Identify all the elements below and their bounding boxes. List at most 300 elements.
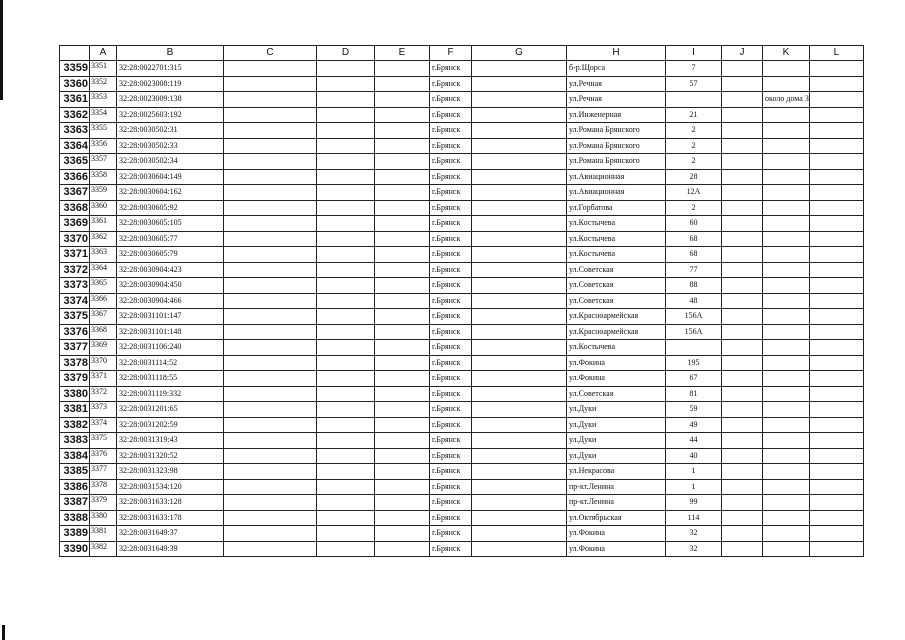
- cell-i[interactable]: 88: [666, 278, 722, 294]
- cell-g[interactable]: [472, 154, 567, 170]
- cell-l[interactable]: [809, 526, 863, 542]
- cell-b[interactable]: 32:28:0025603:192: [117, 107, 224, 123]
- cell-f[interactable]: г.Брянск: [430, 371, 472, 387]
- cell-j[interactable]: [722, 154, 763, 170]
- cell-c[interactable]: [224, 185, 317, 201]
- cell-j[interactable]: [722, 541, 763, 557]
- cell-a[interactable]: 3379: [90, 495, 117, 511]
- cell-g[interactable]: [472, 61, 567, 77]
- column-header-k[interactable]: K: [763, 46, 810, 61]
- cell-d[interactable]: [317, 138, 375, 154]
- cell-c[interactable]: [224, 464, 317, 480]
- cell-f[interactable]: г.Брянск: [430, 340, 472, 356]
- cell-e[interactable]: [375, 510, 430, 526]
- cell-f[interactable]: г.Брянск: [430, 169, 472, 185]
- cell-e[interactable]: [375, 169, 430, 185]
- cell-f[interactable]: г.Брянск: [430, 200, 472, 216]
- cell-e[interactable]: [375, 123, 430, 139]
- cell-d[interactable]: [317, 309, 375, 325]
- cell-e[interactable]: [375, 185, 430, 201]
- cell-g[interactable]: [472, 107, 567, 123]
- cell-k[interactable]: [763, 433, 810, 449]
- cell-l[interactable]: [809, 169, 863, 185]
- cell-c[interactable]: [224, 123, 317, 139]
- cell-i[interactable]: 40: [666, 448, 722, 464]
- cell-k[interactable]: [763, 386, 810, 402]
- cell-g[interactable]: [472, 495, 567, 511]
- cell-l[interactable]: [809, 185, 863, 201]
- cell-f[interactable]: г.Брянск: [430, 309, 472, 325]
- cell-i[interactable]: 48: [666, 293, 722, 309]
- cell-d[interactable]: [317, 371, 375, 387]
- cell-e[interactable]: [375, 154, 430, 170]
- cell-i[interactable]: 114: [666, 510, 722, 526]
- cell-d[interactable]: [317, 231, 375, 247]
- cell-k[interactable]: [763, 340, 810, 356]
- cell-d[interactable]: [317, 324, 375, 340]
- row-number[interactable]: 3372: [60, 262, 90, 278]
- cell-j[interactable]: [722, 169, 763, 185]
- cell-d[interactable]: [317, 479, 375, 495]
- cell-c[interactable]: [224, 169, 317, 185]
- cell-h[interactable]: ул.Дуки: [567, 433, 666, 449]
- cell-j[interactable]: [722, 293, 763, 309]
- cell-k[interactable]: [763, 448, 810, 464]
- cell-l[interactable]: [809, 386, 863, 402]
- cell-c[interactable]: [224, 402, 317, 418]
- cell-i[interactable]: 1: [666, 479, 722, 495]
- cell-c[interactable]: [224, 495, 317, 511]
- cell-i[interactable]: 68: [666, 231, 722, 247]
- cell-d[interactable]: [317, 495, 375, 511]
- cell-c[interactable]: [224, 200, 317, 216]
- cell-e[interactable]: [375, 293, 430, 309]
- cell-h[interactable]: ул.Костычева: [567, 216, 666, 232]
- cell-j[interactable]: [722, 262, 763, 278]
- cell-a[interactable]: 3374: [90, 417, 117, 433]
- cell-e[interactable]: [375, 138, 430, 154]
- cell-e[interactable]: [375, 231, 430, 247]
- cell-h[interactable]: ул.Фокина: [567, 541, 666, 557]
- cell-d[interactable]: [317, 448, 375, 464]
- cell-h[interactable]: ул.Советская: [567, 262, 666, 278]
- cell-j[interactable]: [722, 510, 763, 526]
- cell-e[interactable]: [375, 92, 430, 108]
- cell-a[interactable]: 3369: [90, 340, 117, 356]
- cell-a[interactable]: 3375: [90, 433, 117, 449]
- cell-c[interactable]: [224, 526, 317, 542]
- cell-l[interactable]: [809, 479, 863, 495]
- cell-f[interactable]: г.Брянск: [430, 433, 472, 449]
- cell-i[interactable]: 2: [666, 138, 722, 154]
- cell-e[interactable]: [375, 402, 430, 418]
- cell-b[interactable]: 32:28:0030604:162: [117, 185, 224, 201]
- cell-j[interactable]: [722, 123, 763, 139]
- cell-a[interactable]: 3368: [90, 324, 117, 340]
- cell-h[interactable]: ул.Речная: [567, 92, 666, 108]
- cell-f[interactable]: г.Брянск: [430, 448, 472, 464]
- cell-b[interactable]: 32:28:0030904:450: [117, 278, 224, 294]
- cell-c[interactable]: [224, 154, 317, 170]
- cell-a[interactable]: 3353: [90, 92, 117, 108]
- row-number[interactable]: 3367: [60, 185, 90, 201]
- cell-c[interactable]: [224, 510, 317, 526]
- column-header-l[interactable]: L: [809, 46, 863, 61]
- cell-g[interactable]: [472, 200, 567, 216]
- cell-h[interactable]: пр-кт.Ленина: [567, 495, 666, 511]
- cell-i[interactable]: [666, 340, 722, 356]
- cell-i[interactable]: 12А: [666, 185, 722, 201]
- cell-a[interactable]: 3363: [90, 247, 117, 263]
- cell-g[interactable]: [472, 76, 567, 92]
- cell-h[interactable]: ул.Фокина: [567, 355, 666, 371]
- cell-a[interactable]: 3357: [90, 154, 117, 170]
- cell-d[interactable]: [317, 123, 375, 139]
- cell-g[interactable]: [472, 324, 567, 340]
- cell-h[interactable]: ул.Костычева: [567, 247, 666, 263]
- cell-j[interactable]: [722, 495, 763, 511]
- cell-a[interactable]: 3373: [90, 402, 117, 418]
- cell-l[interactable]: [809, 324, 863, 340]
- cell-e[interactable]: [375, 464, 430, 480]
- cell-a[interactable]: 3355: [90, 123, 117, 139]
- cell-h[interactable]: ул.Советская: [567, 293, 666, 309]
- cell-e[interactable]: [375, 216, 430, 232]
- row-number[interactable]: 3386: [60, 479, 90, 495]
- row-number[interactable]: 3373: [60, 278, 90, 294]
- cell-k[interactable]: [763, 355, 810, 371]
- cell-l[interactable]: [809, 138, 863, 154]
- cell-g[interactable]: [472, 355, 567, 371]
- cell-f[interactable]: г.Брянск: [430, 76, 472, 92]
- cell-l[interactable]: [809, 200, 863, 216]
- cell-f[interactable]: г.Брянск: [430, 123, 472, 139]
- cell-g[interactable]: [472, 123, 567, 139]
- cell-h[interactable]: ул.Романа Брянского: [567, 138, 666, 154]
- cell-d[interactable]: [317, 355, 375, 371]
- cell-h[interactable]: ул.Речная: [567, 76, 666, 92]
- cell-d[interactable]: [317, 433, 375, 449]
- cell-i[interactable]: 67: [666, 371, 722, 387]
- cell-b[interactable]: 32:28:0031319:43: [117, 433, 224, 449]
- cell-b[interactable]: 32:28:0031633:128: [117, 495, 224, 511]
- cell-k[interactable]: [763, 324, 810, 340]
- cell-j[interactable]: [722, 386, 763, 402]
- cell-g[interactable]: [472, 433, 567, 449]
- cell-e[interactable]: [375, 278, 430, 294]
- cell-b[interactable]: 32:28:0030605:105: [117, 216, 224, 232]
- cell-d[interactable]: [317, 61, 375, 77]
- cell-d[interactable]: [317, 464, 375, 480]
- cell-e[interactable]: [375, 479, 430, 495]
- cell-k[interactable]: [763, 169, 810, 185]
- cell-i[interactable]: 99: [666, 495, 722, 511]
- cell-j[interactable]: [722, 138, 763, 154]
- cell-b[interactable]: 32:28:0031106:240: [117, 340, 224, 356]
- column-header-i[interactable]: I: [666, 46, 722, 61]
- cell-h[interactable]: ул.Авиационная: [567, 169, 666, 185]
- cell-c[interactable]: [224, 433, 317, 449]
- cell-c[interactable]: [224, 262, 317, 278]
- cell-k[interactable]: [763, 402, 810, 418]
- cell-a[interactable]: 3358: [90, 169, 117, 185]
- cell-g[interactable]: [472, 262, 567, 278]
- cell-g[interactable]: [472, 417, 567, 433]
- cell-b[interactable]: 32:28:0030904:466: [117, 293, 224, 309]
- cell-k[interactable]: [763, 185, 810, 201]
- cell-i[interactable]: 7: [666, 61, 722, 77]
- cell-j[interactable]: [722, 61, 763, 77]
- cell-j[interactable]: [722, 371, 763, 387]
- cell-h[interactable]: ул.Романа Брянского: [567, 123, 666, 139]
- cell-c[interactable]: [224, 309, 317, 325]
- cell-c[interactable]: [224, 61, 317, 77]
- cell-a[interactable]: 3351: [90, 61, 117, 77]
- cell-j[interactable]: [722, 324, 763, 340]
- cell-k[interactable]: [763, 247, 810, 263]
- cell-c[interactable]: [224, 216, 317, 232]
- cell-a[interactable]: 3377: [90, 464, 117, 480]
- cell-f[interactable]: г.Брянск: [430, 262, 472, 278]
- cell-b[interactable]: 32:28:0030502:31: [117, 123, 224, 139]
- cell-i[interactable]: 81: [666, 386, 722, 402]
- cell-a[interactable]: 3371: [90, 371, 117, 387]
- cell-a[interactable]: 3359: [90, 185, 117, 201]
- cell-l[interactable]: [809, 216, 863, 232]
- cell-i[interactable]: 32: [666, 526, 722, 542]
- cell-i[interactable]: 60: [666, 216, 722, 232]
- cell-l[interactable]: [809, 278, 863, 294]
- row-number[interactable]: 3378: [60, 355, 90, 371]
- cell-b[interactable]: 32:28:0031114:52: [117, 355, 224, 371]
- cell-l[interactable]: [809, 262, 863, 278]
- cell-l[interactable]: [809, 231, 863, 247]
- cell-h[interactable]: ул.Советская: [567, 386, 666, 402]
- cell-d[interactable]: [317, 510, 375, 526]
- row-number[interactable]: 3385: [60, 464, 90, 480]
- cell-g[interactable]: [472, 371, 567, 387]
- cell-g[interactable]: [472, 479, 567, 495]
- column-header-j[interactable]: J: [722, 46, 763, 61]
- cell-i[interactable]: 49: [666, 417, 722, 433]
- cell-e[interactable]: [375, 262, 430, 278]
- cell-f[interactable]: г.Брянск: [430, 479, 472, 495]
- cell-f[interactable]: г.Брянск: [430, 324, 472, 340]
- cell-i[interactable]: 44: [666, 433, 722, 449]
- cell-c[interactable]: [224, 92, 317, 108]
- cell-l[interactable]: [809, 448, 863, 464]
- cell-d[interactable]: [317, 278, 375, 294]
- cell-g[interactable]: [472, 138, 567, 154]
- column-header-h[interactable]: H: [567, 46, 666, 61]
- cell-f[interactable]: г.Брянск: [430, 107, 472, 123]
- cell-i[interactable]: 21: [666, 107, 722, 123]
- row-number[interactable]: 3389: [60, 526, 90, 542]
- cell-d[interactable]: [317, 541, 375, 557]
- column-header-c[interactable]: C: [224, 46, 317, 61]
- cell-h[interactable]: ул.Инженерная: [567, 107, 666, 123]
- cell-a[interactable]: 3380: [90, 510, 117, 526]
- cell-e[interactable]: [375, 526, 430, 542]
- cell-g[interactable]: [472, 340, 567, 356]
- cell-g[interactable]: [472, 293, 567, 309]
- cell-d[interactable]: [317, 92, 375, 108]
- cell-k[interactable]: [763, 495, 810, 511]
- cell-l[interactable]: [809, 107, 863, 123]
- cell-l[interactable]: [809, 417, 863, 433]
- cell-b[interactable]: 32:28:0030904:423: [117, 262, 224, 278]
- cell-k[interactable]: [763, 107, 810, 123]
- row-number[interactable]: 3363: [60, 123, 90, 139]
- row-number[interactable]: 3384: [60, 448, 90, 464]
- cell-f[interactable]: г.Брянск: [430, 61, 472, 77]
- cell-j[interactable]: [722, 355, 763, 371]
- cell-g[interactable]: [472, 185, 567, 201]
- cell-d[interactable]: [317, 154, 375, 170]
- cell-a[interactable]: 3364: [90, 262, 117, 278]
- cell-d[interactable]: [317, 526, 375, 542]
- cell-l[interactable]: [809, 402, 863, 418]
- cell-h[interactable]: ул.Советская: [567, 278, 666, 294]
- row-number[interactable]: 3374: [60, 293, 90, 309]
- column-header-b[interactable]: B: [117, 46, 224, 61]
- cell-b[interactable]: 32:28:0031633:178: [117, 510, 224, 526]
- cell-e[interactable]: [375, 541, 430, 557]
- cell-k[interactable]: около дома 3: [763, 92, 810, 108]
- cell-k[interactable]: [763, 278, 810, 294]
- cell-k[interactable]: [763, 479, 810, 495]
- cell-i[interactable]: 57: [666, 76, 722, 92]
- cell-d[interactable]: [317, 262, 375, 278]
- cell-i[interactable]: 77: [666, 262, 722, 278]
- cell-k[interactable]: [763, 76, 810, 92]
- cell-j[interactable]: [722, 247, 763, 263]
- cell-j[interactable]: [722, 433, 763, 449]
- cell-a[interactable]: 3378: [90, 479, 117, 495]
- cell-b[interactable]: 32:28:0030502:34: [117, 154, 224, 170]
- cell-g[interactable]: [472, 510, 567, 526]
- cell-i[interactable]: 28: [666, 169, 722, 185]
- cell-l[interactable]: [809, 371, 863, 387]
- cell-f[interactable]: г.Брянск: [430, 92, 472, 108]
- row-number[interactable]: 3368: [60, 200, 90, 216]
- cell-d[interactable]: [317, 402, 375, 418]
- cell-e[interactable]: [375, 61, 430, 77]
- cell-j[interactable]: [722, 92, 763, 108]
- cell-f[interactable]: г.Брянск: [430, 464, 472, 480]
- cell-b[interactable]: 32:28:0031323:98: [117, 464, 224, 480]
- cell-e[interactable]: [375, 433, 430, 449]
- column-header-g[interactable]: G: [472, 46, 567, 61]
- cell-a[interactable]: 3361: [90, 216, 117, 232]
- cell-c[interactable]: [224, 278, 317, 294]
- cell-f[interactable]: г.Брянск: [430, 510, 472, 526]
- cell-l[interactable]: [809, 309, 863, 325]
- cell-g[interactable]: [472, 402, 567, 418]
- cell-l[interactable]: [809, 340, 863, 356]
- cell-f[interactable]: г.Брянск: [430, 185, 472, 201]
- cell-j[interactable]: [722, 464, 763, 480]
- cell-h[interactable]: ул.Авиационная: [567, 185, 666, 201]
- cell-e[interactable]: [375, 76, 430, 92]
- cell-c[interactable]: [224, 355, 317, 371]
- cell-h[interactable]: ул.Дуки: [567, 402, 666, 418]
- cell-h[interactable]: ул.Костычева: [567, 231, 666, 247]
- row-number[interactable]: 3380: [60, 386, 90, 402]
- cell-f[interactable]: г.Брянск: [430, 541, 472, 557]
- cell-f[interactable]: г.Брянск: [430, 386, 472, 402]
- cell-k[interactable]: [763, 154, 810, 170]
- cell-j[interactable]: [722, 448, 763, 464]
- row-number[interactable]: 3364: [60, 138, 90, 154]
- cell-l[interactable]: [809, 61, 863, 77]
- column-header-f[interactable]: F: [430, 46, 472, 61]
- cell-a[interactable]: 3382: [90, 541, 117, 557]
- cell-f[interactable]: г.Брянск: [430, 247, 472, 263]
- cell-j[interactable]: [722, 340, 763, 356]
- row-number[interactable]: 3362: [60, 107, 90, 123]
- cell-g[interactable]: [472, 464, 567, 480]
- cell-h[interactable]: ул.Октябрьская: [567, 510, 666, 526]
- cell-h[interactable]: ул.Красноармейская: [567, 309, 666, 325]
- cell-h[interactable]: ул.Дуки: [567, 417, 666, 433]
- cell-a[interactable]: 3370: [90, 355, 117, 371]
- row-number[interactable]: 3381: [60, 402, 90, 418]
- cell-k[interactable]: [763, 216, 810, 232]
- cell-f[interactable]: г.Брянск: [430, 231, 472, 247]
- cell-k[interactable]: [763, 262, 810, 278]
- row-number[interactable]: 3382: [60, 417, 90, 433]
- cell-f[interactable]: г.Брянск: [430, 154, 472, 170]
- row-number[interactable]: 3361: [60, 92, 90, 108]
- cell-g[interactable]: [472, 309, 567, 325]
- cell-h[interactable]: пр-кт.Ленина: [567, 479, 666, 495]
- cell-h[interactable]: б-р.Щорса: [567, 61, 666, 77]
- cell-h[interactable]: ул.Костычева: [567, 340, 666, 356]
- row-number[interactable]: 3369: [60, 216, 90, 232]
- cell-g[interactable]: [472, 526, 567, 542]
- cell-a[interactable]: 3366: [90, 293, 117, 309]
- row-number[interactable]: 3375: [60, 309, 90, 325]
- cell-c[interactable]: [224, 340, 317, 356]
- row-number[interactable]: 3390: [60, 541, 90, 557]
- cell-k[interactable]: [763, 526, 810, 542]
- row-number[interactable]: 3379: [60, 371, 90, 387]
- cell-j[interactable]: [722, 479, 763, 495]
- cell-b[interactable]: 32:28:0031201:65: [117, 402, 224, 418]
- cell-i[interactable]: 32: [666, 541, 722, 557]
- cell-k[interactable]: [763, 123, 810, 139]
- cell-e[interactable]: [375, 355, 430, 371]
- cell-i[interactable]: 1: [666, 464, 722, 480]
- cell-h[interactable]: ул.Фокина: [567, 526, 666, 542]
- cell-k[interactable]: [763, 138, 810, 154]
- cell-a[interactable]: 3376: [90, 448, 117, 464]
- cell-i[interactable]: 156А: [666, 309, 722, 325]
- cell-e[interactable]: [375, 448, 430, 464]
- cell-j[interactable]: [722, 200, 763, 216]
- cell-j[interactable]: [722, 185, 763, 201]
- cell-j[interactable]: [722, 107, 763, 123]
- cell-b[interactable]: 32:28:0030605:79: [117, 247, 224, 263]
- cell-d[interactable]: [317, 386, 375, 402]
- cell-c[interactable]: [224, 541, 317, 557]
- cell-e[interactable]: [375, 200, 430, 216]
- cell-a[interactable]: 3352: [90, 76, 117, 92]
- cell-c[interactable]: [224, 247, 317, 263]
- cell-f[interactable]: г.Брянск: [430, 495, 472, 511]
- cell-l[interactable]: [809, 293, 863, 309]
